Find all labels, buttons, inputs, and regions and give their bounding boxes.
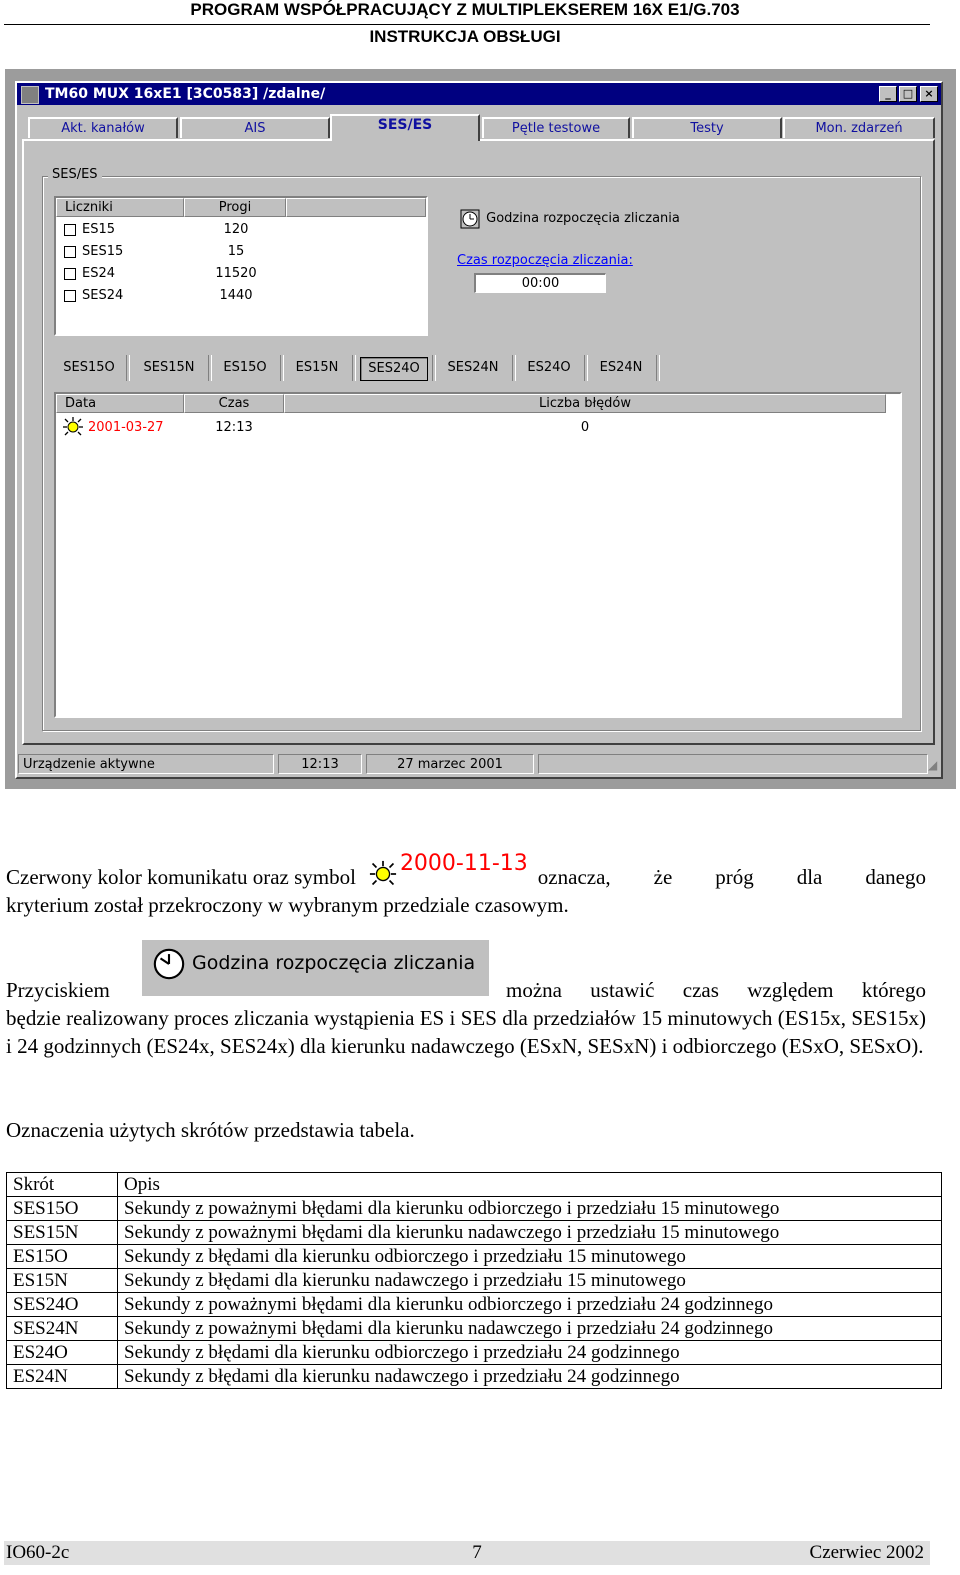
filter-button-ses15n[interactable]: SES15N <box>143 360 195 375</box>
button-separator <box>126 355 130 381</box>
counters-list[interactable] <box>54 196 428 336</box>
alarm-bell-icon <box>60 416 86 438</box>
alert-sample <box>366 851 528 891</box>
footer-doc-id: IO60-2c <box>6 1542 70 1563</box>
filter-button-es24o[interactable]: ES24O <box>527 360 571 375</box>
counter-name: SES15 <box>82 244 124 259</box>
filter-button-es15n[interactable]: ES15N <box>295 360 339 375</box>
abbreviation-table <box>6 1172 942 1389</box>
start-time-button[interactable] <box>458 206 680 232</box>
table-header-cell: Opis <box>118 1173 942 1197</box>
paragraph-button-rest: będzie realizowany proces zliczania wystąpienia ES i SES dla przedziałów 15 minutowych (ES15x, SES15x) i 24 godzinnych (ES24x, SES24x) dla kierunku nadawczego (ESxN, SESxN) i odbiorczego (ESxO, SESxO). <box>6 1006 926 1058</box>
paragraph-button-start: Przyciskiem <box>6 978 110 1002</box>
table-cell-abbr: SES15N <box>7 1221 118 1245</box>
table-cell-desc: Sekundy z błędami dla kierunku nadawczego i przedziału 15 minutowego <box>118 1269 942 1293</box>
event-error-count: 0 <box>580 420 590 435</box>
event-date: 2001-03-27 <box>88 420 164 435</box>
alarm-bell-icon <box>366 857 400 891</box>
table-cell-desc: Sekundy z poważnymi błędami dla kierunku odbiorczego i przedziału 15 minutowego <box>118 1197 942 1221</box>
counter-checkbox[interactable] <box>64 268 76 280</box>
table-row <box>7 1365 942 1389</box>
page-header-title: PROGRAM WSPÓŁPRACUJĄCY Z MULTIPLEKSEREM 16X E1/G.703 <box>190 0 740 19</box>
window-title: TM60 MUX 16xE1 [3C0583] /zdalne/ <box>45 86 326 102</box>
start-time-button-large[interactable] <box>142 940 489 996</box>
col-header-liczniki[interactable]: Liczniki <box>56 198 184 217</box>
table-row <box>7 1269 942 1293</box>
alert-text-end <box>538 863 926 891</box>
tab-akt-kanalow[interactable]: Akt. kanałów <box>28 117 178 138</box>
status-device: Urządzenie aktywne <box>18 754 274 774</box>
table-row <box>7 1245 942 1269</box>
counter-threshold: 120 <box>223 222 249 237</box>
counter-threshold: 11520 <box>215 266 257 281</box>
table-cell-abbr: ES24O <box>7 1341 118 1365</box>
counter-name: SES24 <box>82 288 124 303</box>
paragraph-table-intro: Oznaczenia użytych skrótów przedstawia tabela. <box>6 1118 415 1142</box>
button-separator <box>208 355 212 381</box>
start-time-button-large-label: Godzina rozpoczęcia zliczania <box>192 952 476 974</box>
tab-mon-zdarzen[interactable]: Mon. zdarzeń <box>783 117 935 138</box>
counter-threshold: 1440 <box>219 288 253 303</box>
alert-text-start: Czerwony kolor komunikatu oraz symbol <box>6 865 356 889</box>
clock-icon <box>458 208 482 230</box>
status-empty <box>538 754 928 774</box>
tab-ses-es[interactable]: SES/ES <box>330 114 480 141</box>
page-header-subtitle: INSTRUKCJA OBSŁUGI <box>369 27 561 46</box>
clock-icon <box>152 947 186 981</box>
table-cell-desc: Sekundy z poważnymi błędami dla kierunku nadawczego i przedziału 15 minutowego <box>118 1221 942 1245</box>
table-row <box>7 1317 942 1341</box>
alert-text-line2: kryterium został przekroczony w wybranym przedziale czasowym. <box>6 893 569 917</box>
table-cell-desc: Sekundy z błędami dla kierunku nadawczego i przedziału 24 godzinnego <box>118 1365 942 1389</box>
page-footer <box>4 1541 930 1565</box>
counter-checkbox[interactable] <box>64 224 76 236</box>
window-titlebar[interactable] <box>17 83 941 105</box>
button-separator <box>584 355 588 381</box>
alert-text-end-words: oznacza, że próg dla danego <box>537 865 926 889</box>
table-cell-desc: Sekundy z poważnymi błędami dla kierunku odbiorczego i przedziału 24 godzinnego <box>118 1293 942 1317</box>
button-separator <box>280 355 284 381</box>
events-list[interactable] <box>54 392 902 718</box>
paragraph-button-middle: można ustawić czas względem którego <box>506 978 926 1002</box>
filter-button-es15o[interactable]: ES15O <box>223 360 267 375</box>
counter-name: ES24 <box>82 266 116 281</box>
table-row <box>7 1197 942 1221</box>
table-cell-abbr: ES24N <box>7 1365 118 1389</box>
table-cell-abbr: SES24O <box>7 1293 118 1317</box>
table-cell-abbr: ES15O <box>7 1245 118 1269</box>
paragraph-alert <box>6 851 926 919</box>
table-cell-abbr: SES15O <box>7 1197 118 1221</box>
table-row <box>7 1293 942 1317</box>
table-cell-desc: Sekundy z poważnymi błędami dla kierunku nadawczego i przedziału 24 godzinnego <box>118 1317 942 1341</box>
start-time-label: Czas rozpoczęcia zliczania: <box>457 253 633 268</box>
col-header-progi[interactable]: Progi <box>184 198 286 217</box>
tab-ais[interactable]: AIS <box>180 117 330 138</box>
status-date: 27 marzec 2001 <box>366 754 534 774</box>
groupbox-label: SES/ES <box>48 167 102 182</box>
filter-button-ses24n[interactable]: SES24N <box>447 360 499 375</box>
filter-button-ses15o[interactable]: SES15O <box>63 360 115 375</box>
table-header-row <box>7 1173 942 1197</box>
resize-grip-icon[interactable]: ◢ <box>928 758 938 772</box>
button-separator <box>512 355 516 381</box>
col-header-data[interactable]: Data <box>56 394 184 413</box>
event-time: 12:13 <box>215 420 253 435</box>
header-divider <box>4 24 930 25</box>
maximize-button[interactable]: □ <box>899 86 917 102</box>
table-row <box>7 1341 942 1365</box>
col-header-liczba-bledow[interactable]: Liczba błędów <box>284 394 886 413</box>
tab-testy[interactable]: Testy <box>632 117 782 138</box>
footer-page-number: 7 <box>472 1542 482 1563</box>
col-header-czas[interactable]: Czas <box>184 394 284 413</box>
counter-threshold: 15 <box>227 244 245 259</box>
col-header-empty <box>286 198 426 217</box>
start-time-button-label: Godzina rozpoczęcia zliczania <box>486 211 680 226</box>
tab-petle-testowe[interactable]: Pętle testowe <box>482 117 630 138</box>
counter-checkbox[interactable] <box>64 246 76 258</box>
status-time: 12:13 <box>278 754 362 774</box>
app-icon <box>21 86 39 104</box>
start-time-input[interactable]: 00:00 <box>474 273 606 293</box>
alert-sample-date: 2000-11-13 <box>399 851 528 876</box>
table-cell-desc: Sekundy z błędami dla kierunku odbiorczego i przedziału 24 godzinnego <box>118 1341 942 1365</box>
filter-button-es24n[interactable]: ES24N <box>599 360 643 375</box>
counter-name: ES15 <box>82 222 116 237</box>
table-cell-desc: Sekundy z błędami dla kierunku odbiorczego i przedziału 15 minutowego <box>118 1245 942 1269</box>
filter-button-ses24o[interactable]: SES24O <box>360 357 428 381</box>
table-header-cell: Skrót <box>7 1173 118 1197</box>
button-separator <box>656 355 660 381</box>
button-separator <box>432 355 436 381</box>
table-row <box>7 1221 942 1245</box>
close-button[interactable]: × <box>920 86 938 102</box>
table-cell-abbr: ES15N <box>7 1269 118 1293</box>
table-cell-abbr: SES24N <box>7 1317 118 1341</box>
button-separator <box>352 355 356 381</box>
counter-checkbox[interactable] <box>64 290 76 302</box>
minimize-button[interactable]: _ <box>879 86 897 102</box>
footer-date: Czerwiec 2002 <box>809 1542 924 1563</box>
